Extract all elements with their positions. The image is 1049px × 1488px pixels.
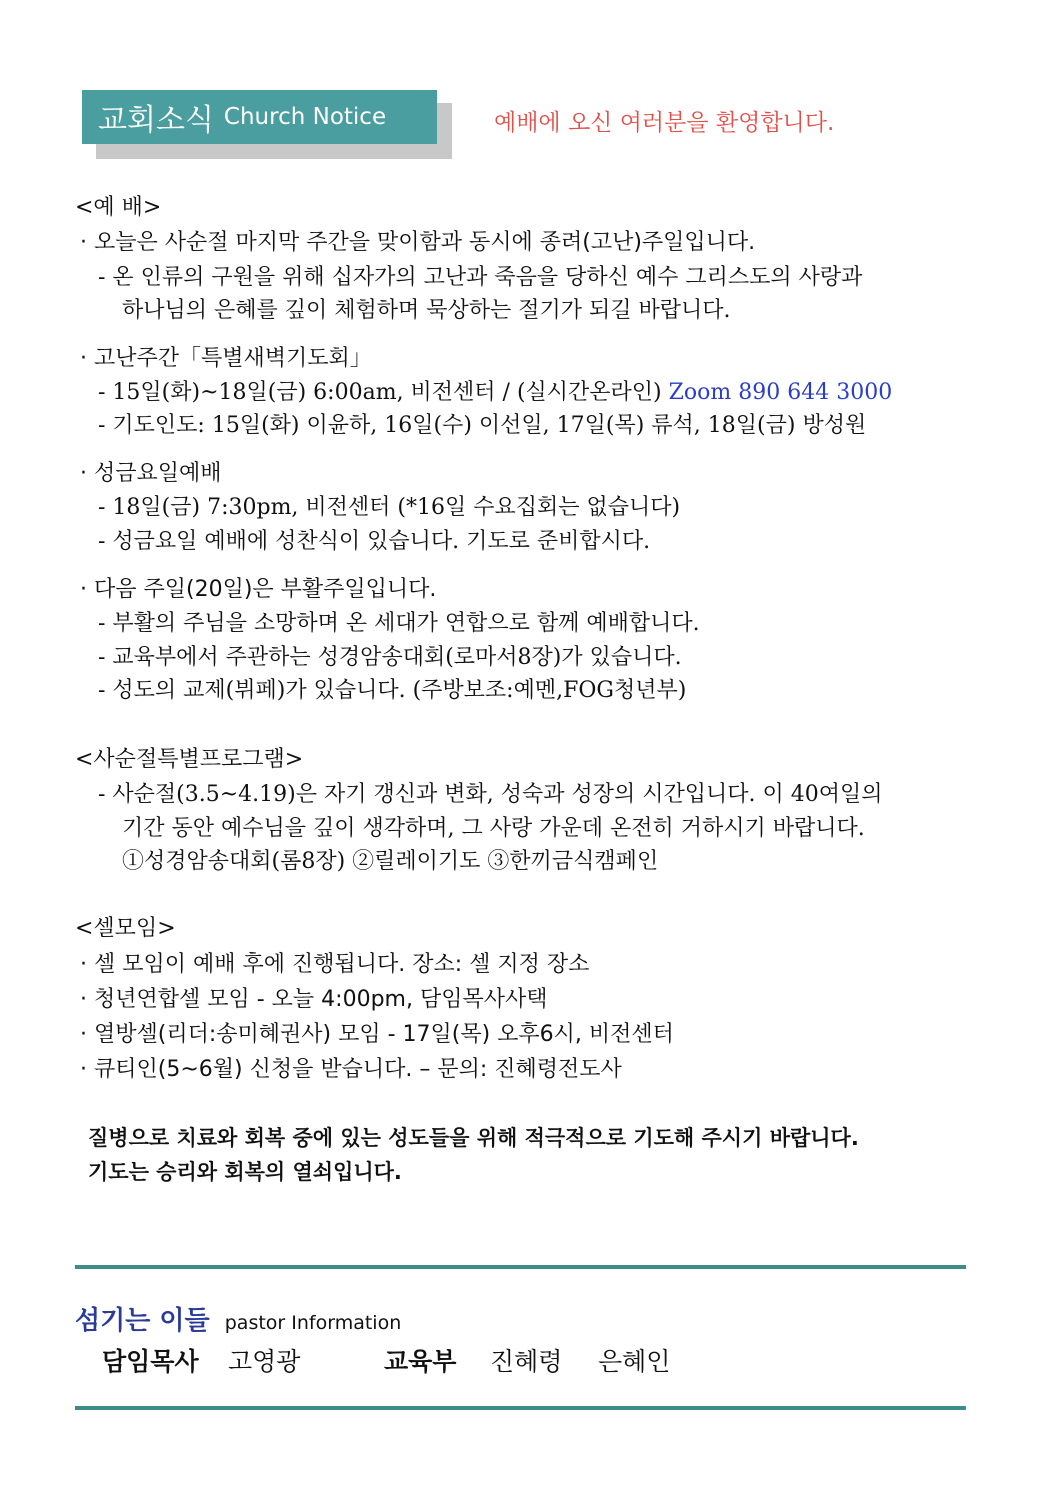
staff-education-name-1: 진혜령 (490, 1347, 563, 1376)
dawn-prayer-schedule (98, 378, 892, 408)
divider-bottom (75, 1406, 966, 1410)
staff-heading-english: pastor Information (224, 1312, 402, 1334)
lent-detail-1: - 사순절(3.5~4.19)은 자기 갱신과 변화, 성숙과 성장의 시간입니다. 이 40여일의 (98, 782, 883, 807)
easter-detail-3: - 성도의 교제(뷔페)가 있습니다. (주방보조:예멘,FOG청년부) (98, 678, 687, 703)
good-friday-schedule: - 18일(금) 7:30pm, 비전센터 (*16일 수요집회는 없습니다) (98, 495, 681, 520)
cell-heading: <셀모임> (75, 916, 176, 941)
worship-detail-1: - 온 인류의 구원을 위해 십자가의 고난과 죽음을 당하신 예수 그리스도의 사랑과 (98, 265, 863, 290)
staff-pastor-name: 고영광 (228, 1347, 301, 1376)
dawn-prayer-schedule-text: - 15일(화)~18일(금) 6:00am, 비전센터 / (실시간온라인) (98, 380, 662, 405)
good-friday-communion: - 성금요일 예배에 성찬식이 있습니다. 기도로 준비합시다. (98, 529, 651, 554)
worship-item-dawn-prayer: · 고난주간「특별새벽기도회」 (80, 346, 372, 371)
cell-item-1: · 셀 모임이 예배 후에 진행됩니다. 장소: 셀 지정 장소 (80, 952, 590, 977)
worship-detail-2: 하나님의 은혜를 깊이 체험하며 묵상하는 절기가 되길 바랍니다. (122, 298, 731, 323)
welcome-message: 예배에 오신 여러분을 환영합니다. (494, 110, 835, 136)
cell-item-4: · 큐티인(5~6월) 신청을 받습니다. – 문의: 진혜령전도사 (80, 1057, 622, 1082)
lent-heading: <사순절특별프로그램> (75, 747, 304, 772)
worship-item-palm-sunday: · 오늘은 사순절 마지막 주간을 맞이함과 동시에 종려(고난)주일입니다. (80, 230, 756, 255)
staff-heading-korean: 섬기는 이들 (75, 1306, 210, 1336)
cell-item-2: · 청년연합셀 모임 - 오늘 4:00pm, 담임목사사택 (80, 987, 548, 1012)
worship-heading: <예 배> (75, 195, 162, 220)
lent-programs: ①성경암송대회(롬8장) ②릴레이기도 ③한끼금식캠페인 (122, 849, 659, 874)
zoom-id: Zoom 890 644 3000 (668, 380, 893, 405)
easter-detail-2: - 교육부에서 주관하는 성경암송대회(로마서8장)가 있습니다. (98, 645, 682, 670)
prayer-request-1: 질병으로 치료와 회복 중에 있는 성도들을 위해 적극적으로 기도해 주시기 바랍니다. (88, 1126, 859, 1150)
staff-heading (75, 1300, 401, 1337)
prayer-request-2: 기도는 승리와 회복의 열쇠입니다. (88, 1160, 402, 1184)
staff-education-label: 교육부 (384, 1347, 457, 1376)
divider-top (75, 1265, 966, 1269)
worship-item-good-friday: · 성금요일예배 (80, 461, 222, 486)
easter-detail-1: - 부활의 주님을 소망하며 온 세대가 연합으로 함께 예배합니다. (98, 611, 700, 636)
page-title-box (82, 90, 437, 144)
staff-pastor-label: 담임목사 (102, 1347, 199, 1376)
dawn-prayer-leaders: - 기도인도: 15일(화) 이윤하, 16일(수) 이선일, 17일(목) 류석, 18일(금) 방성원 (98, 413, 867, 438)
worship-item-easter: · 다음 주일(20일)은 부활주일입니다. (80, 577, 437, 602)
cell-item-3: · 열방셀(리더:송미혜권사) 모임 - 17일(목) 오후6시, 비전센터 (80, 1022, 674, 1047)
page-title: 교회소식 (98, 103, 214, 138)
page-title-english: Church Notice (223, 104, 387, 130)
lent-detail-2: 기간 동안 예수님을 깊이 생각하며, 그 사랑 가운데 온전히 거하시기 바랍니다. (122, 816, 865, 841)
staff-education-name-2: 은혜인 (598, 1347, 671, 1376)
